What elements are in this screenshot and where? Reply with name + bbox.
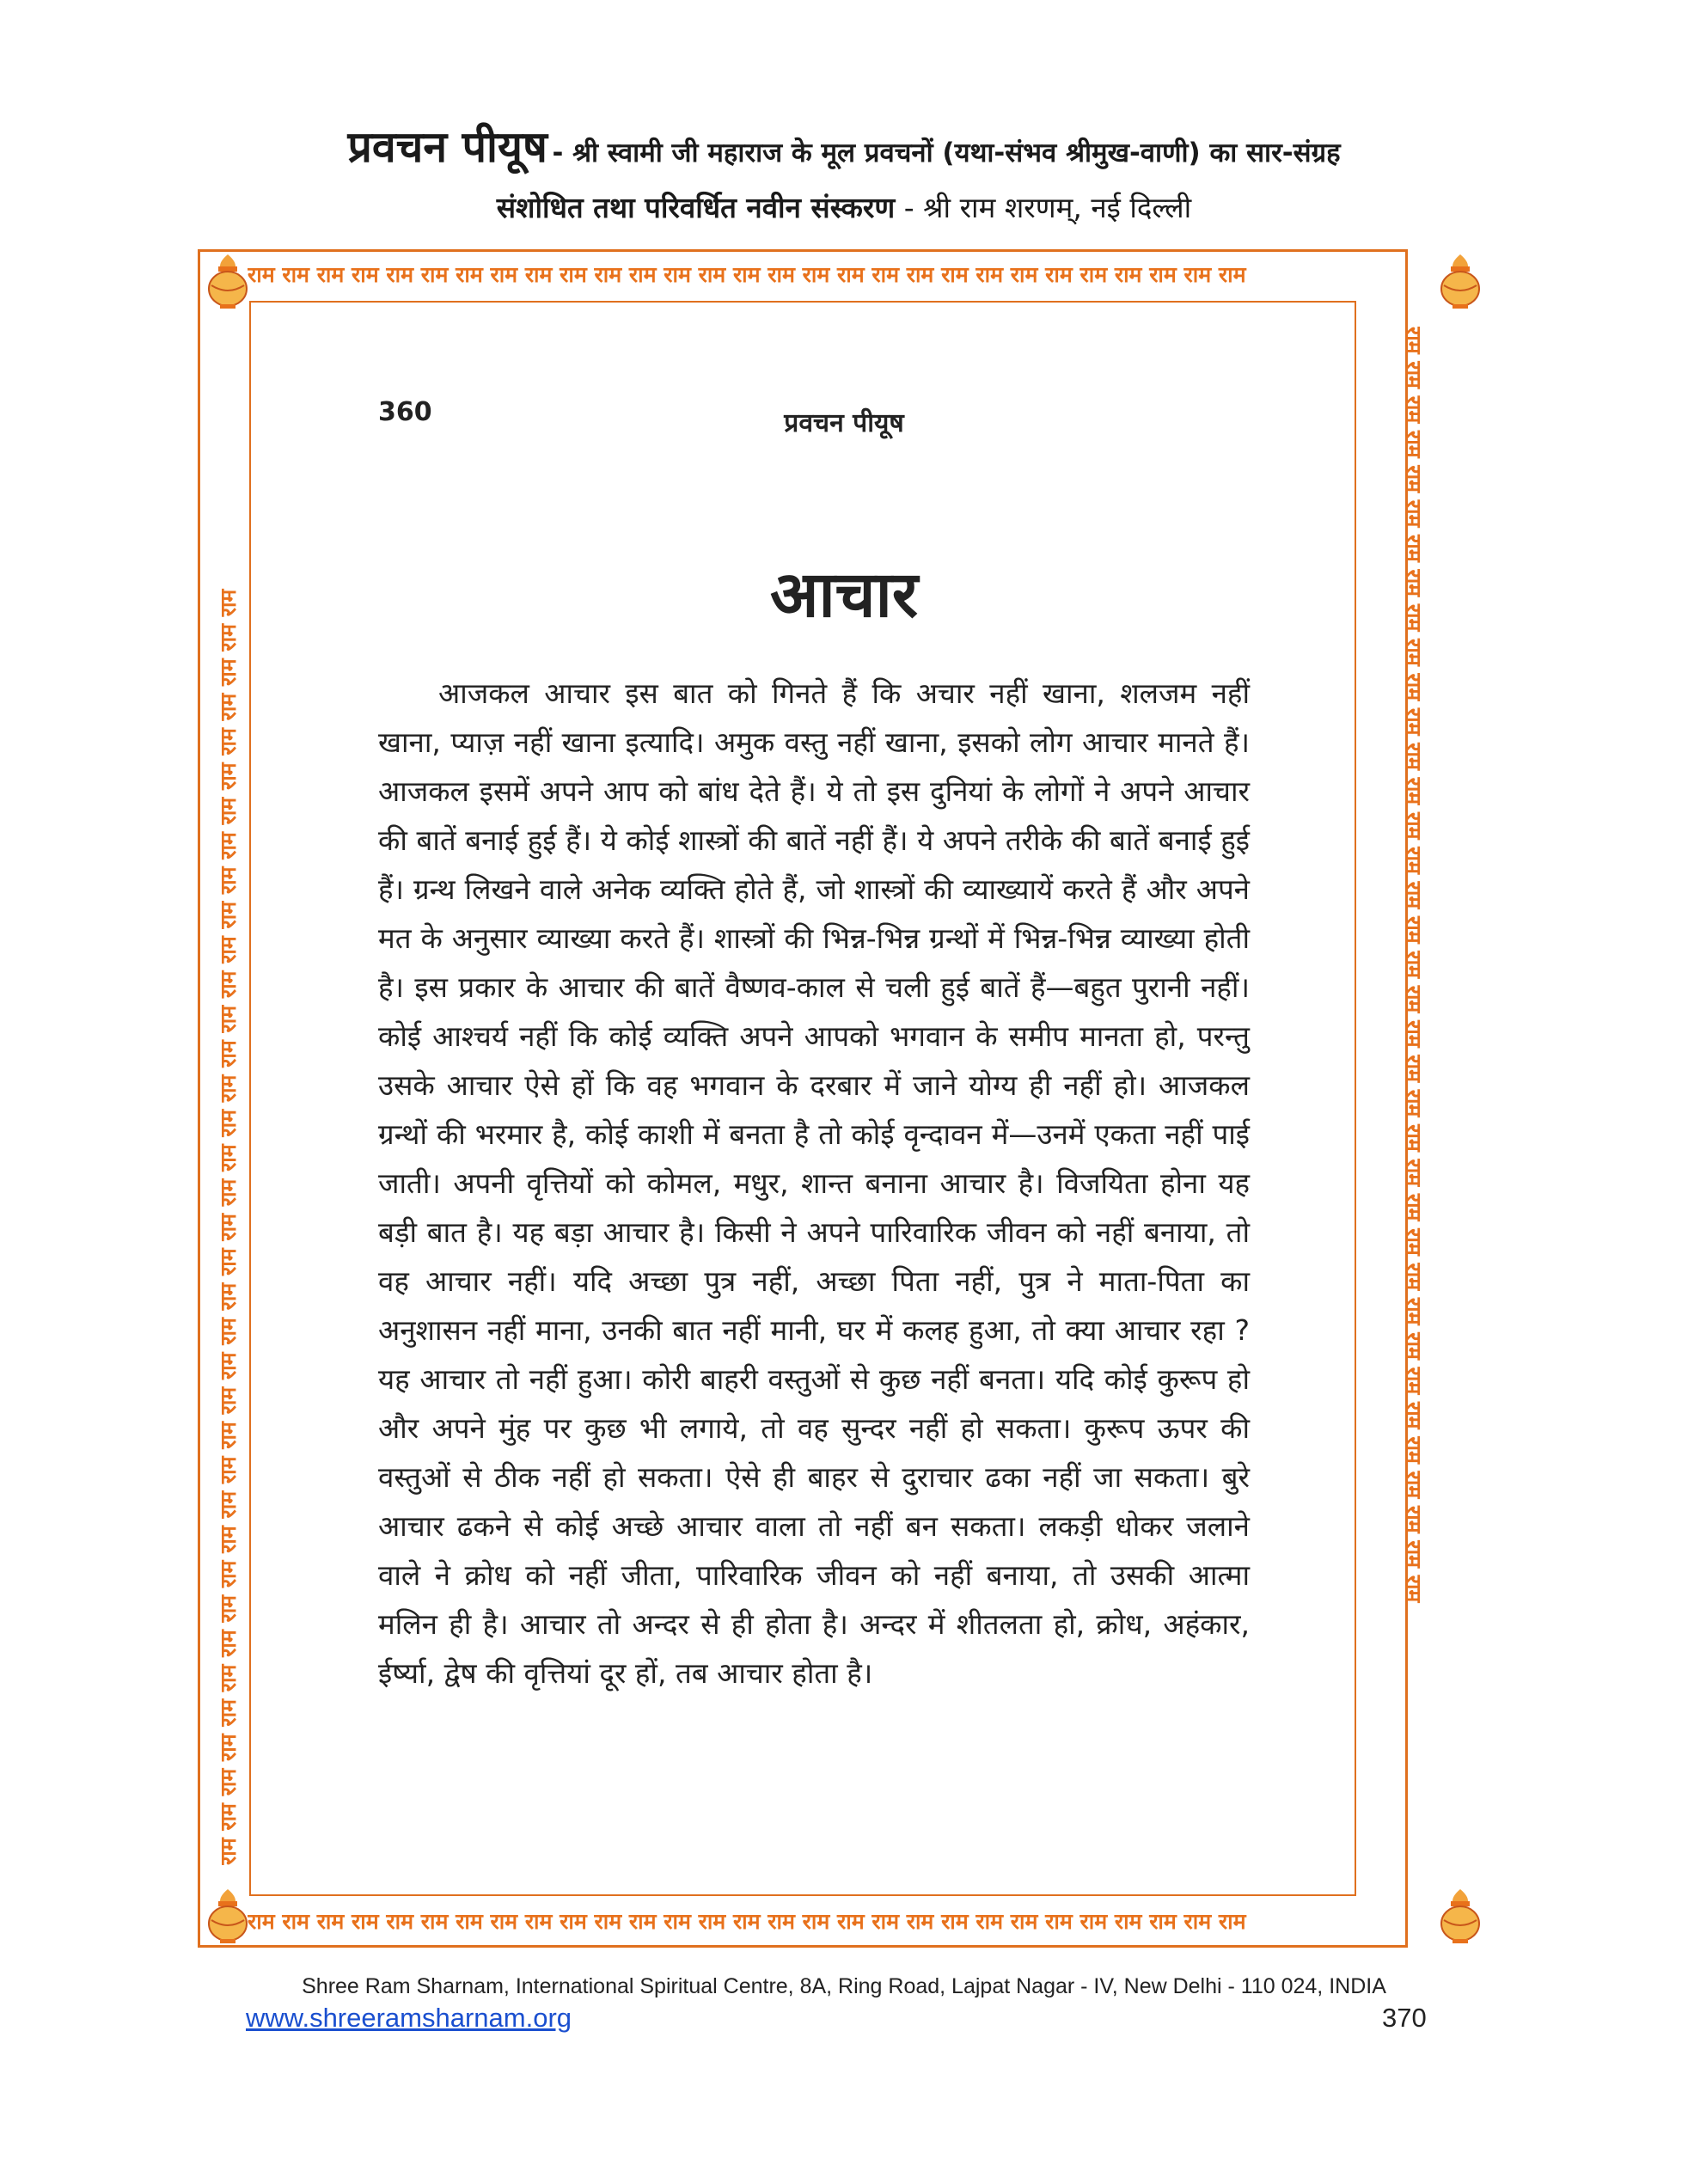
document-header-edition [0,187,1688,226]
document-header-title [0,116,1688,174]
kalash-icon [1434,251,1487,311]
border-text-left: राम राम राम राम राम राम राम राम राम राम राम राम राम राम राम राम राम राम राम राम राम राम राम राम राम राम राम राम राम राम राम राम राम राम राम राम राम [216,589,241,1865]
header-publisher: - श्री राम शरणम्, नई दिल्ली [903,191,1192,224]
chapter-title: आचार [769,558,919,632]
header-edition: संशोधित तथा परिवर्धित नवीन संस्करण [496,191,896,224]
body-paragraph: आजकल आचार इस बात को गिनते हैं कि अचार नहीं खाना, शलजम नहीं खाना, प्याज़ नहीं खाना इत्यादि। अमुक वस्तु नहीं खाना, इसको लोग आचार मानते हैं। आजकल इसमें अपने आप को बांध देते हैं। ये तो इस दुनियां के लोगों ने अपने आचार की बातें बनाई हुई हैं। ये कोई शास्त्रों की बातें नहीं हैं। ये अपने तरीके की बातें बनाई हुई हैं। ग्रन्थ लिखने वाले अनेक व्यक्ति होते हैं, जो शास्त्रों की व्याख्यायें करते हैं और अपने मत के अनुसार व्याख्या करते हैं। शास्त्रों की भिन्न-भिन्न ग्रन्थों में भिन्न-भिन्न व्याख्या होती है। इस प्रकार के आचार की बातें वैष्णव-काल से चली हुई बातें हैं—बहुत पुरानी नहीं। कोई आश्चर्य नहीं कि कोई व्यक्ति अपने आपको भगवान के समीप मानता हो, परन्तु उसके आचार ऐसे हों कि वह भगवान के दरबार में जाने योग्य ही नहीं हो। आजकल ग्रन्थों की भरमार है, कोई काशी में बनता है तो कोई वृन्दावन में—उनमें एकता नहीं पाई जाती। अपनी वृत्तियों को कोमल, मधुर, शान्त बनाना आचार है। विजयिता होना यह बड़ी बात है। यह बड़ा आचार है। किसी ने अपने पारिवारिक जीवन को नहीं बनाया, तो वह आचार नहीं। यदि अच्छा पुत्र नहीं, अच्छा पिता नहीं, पुत्र ने माता-पिता का अनुशासन नहीं माना, उनकी बात नहीं मानी, घर में कलह हुआ, तो क्या आचार रहा ? यह आचार तो नहीं हुआ। कोरी बाहरी वस्तुओं से कुछ नहीं बनता। यदि कोई कुरूप हो और अपने मुंह पर कुछ भी लगाये, तो वह सुन्दर नहीं हो सकता। कुरूप ऊपर की वस्तुओं से ठीक नहीं हो सकता। ऐसे ही बाहर से दुराचार ढका नहीं जा सकता। बुरे आचार ढकने से कोई अच्छे आचार वाला तो नहीं बन सकता। लकड़ी धोकर जलाने वाले ने क्रोध को नहीं जीता, पारिवारिक जीवन को नहीं बनाया, तो उसकी आत्मा मलिन ही है। आचार तो अन्दर से ही होता है। अन्दर में शीतलता हो, क्रोध, अहंकार, ईर्ष्या, द्वेष की वृत्तियां दूर हों, तब आचार होता है। [378,676,1250,1690]
book-page-number: 360 [378,397,432,427]
footer-address: Shree Ram Sharnam, International Spiritual Centre, 8A, Ring Road, Lajpat Nagar - IV, New Delhi - 110 024, INDIA [302,1974,1386,1998]
border-text-right: राम राम राम राम राम राम राम राम राम राम राम राम राम राम राम राम राम राम राम राम राम राम राम राम राम राम राम राम राम राम राम राम राम राम राम राम राम [1401,327,1426,1603]
border-text-bottom: राम राम राम राम राम राम राम राम राम राम राम राम राम राम राम राम राम राम राम राम राम राम राम राम राम राम राम राम राम [248,1909,1246,1934]
kalash-icon [201,1886,254,1946]
running-head: प्रवचन पीयूष [784,408,904,438]
header-subtitle: - श्री स्वामी जी महाराज के मूल प्रवचनों (यथा-संभव श्रीमुख-वाणी) का सार-संग्रह [552,138,1341,168]
border-text-top: राम राम राम राम राम राम राम राम राम राम राम राम राम राम राम राम राम राम राम राम राम राम राम राम राम राम राम राम राम [248,262,1246,287]
header-title: प्रवचन पीयूष [347,122,547,172]
kalash-icon [201,251,254,311]
website-link[interactable]: www.shreeramsharnam.org [246,2003,572,2033]
footer-page-number: 370 [1382,2003,1427,2033]
kalash-icon [1434,1886,1487,1946]
